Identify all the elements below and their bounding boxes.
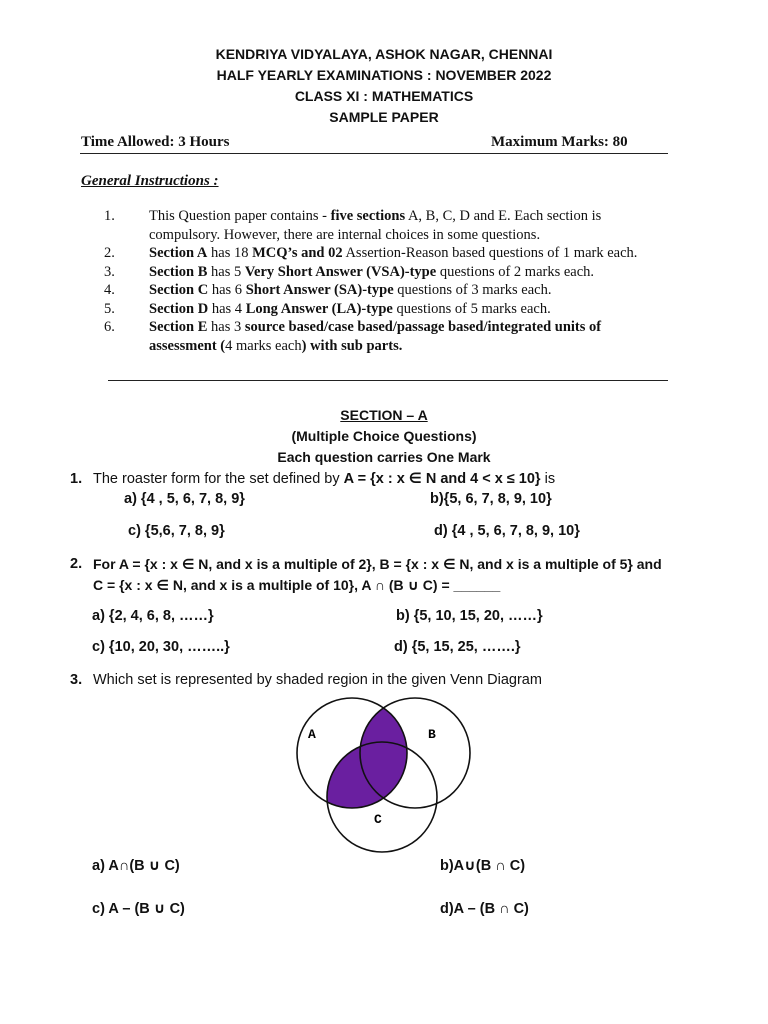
question-text: Which set is represented by shaded region in the given Venn Diagram	[93, 672, 542, 688]
question-text: The roaster form for the set defined by A = {x : x ∈ N and 4 < x ≤ 10} is	[93, 471, 556, 487]
instruction-number: 6.	[104, 319, 115, 335]
q2-option-c: c) {10, 20, 30, ……..}	[92, 639, 230, 655]
q1-option-b: b){5, 6, 7, 8, 9, 10}	[430, 491, 552, 507]
q2-option-b: b) {5, 10, 15, 20, ……}	[396, 608, 543, 624]
instruction-item	[0, 244, 768, 263]
q3-option-c: c) A – (B ∪ C)	[92, 901, 185, 917]
q3-option-b: b)A∪(B ∩ C)	[440, 858, 526, 874]
header-divider	[80, 153, 668, 154]
school-name: KENDRIYA VIDYALAYA, ASHOK NAGAR, CHENNAI	[215, 46, 553, 62]
paper-type: SAMPLE PAPER	[329, 109, 439, 125]
instruction-text: Section A has 18 MCQ’s and 02 Assertion-Reason based questions of 1 mark each.	[149, 245, 638, 261]
q2-option-d: d) {5, 15, 25, …….}	[394, 639, 521, 655]
instruction-number: 2.	[104, 245, 115, 261]
q1-option-d: d) {4 , 5, 6, 7, 8, 9, 10}	[434, 523, 580, 539]
instruction-text: Section C has 6 Short Answer (SA)-type questions of 3 marks each.	[149, 282, 552, 298]
instruction-number: 1.	[104, 208, 115, 224]
maximum-marks: Maximum Marks: 80	[491, 134, 628, 150]
q1-option-a: a) {4 , 5, 6, 7, 8, 9}	[124, 491, 245, 507]
q3-option-d: d)A – (B ∩ C)	[440, 901, 529, 917]
question-1	[0, 469, 768, 491]
section-subtitle: (Multiple Choice Questions)	[291, 428, 477, 444]
instruction-item	[0, 207, 768, 244]
exam-title: HALF YEARLY EXAMINATIONS : NOVEMBER 2022	[216, 67, 552, 83]
q3-option-a: a) A∩(B ∪ C)	[92, 858, 180, 874]
instruction-text: This Question paper contains - five sections A, B, C, D and E. Each section is compulsory. However, there are internal choices in some questions.	[149, 208, 602, 243]
instruction-text: Section B has 5 Very Short Answer (VSA)-type questions of 2 marks each.	[149, 263, 595, 280]
question-number: 1.	[70, 471, 83, 487]
label-c: C	[374, 812, 382, 827]
instruction-number: 4.	[104, 282, 115, 298]
instructions-list	[0, 207, 768, 355]
label-a: A	[308, 727, 316, 742]
section-title: SECTION – A	[340, 407, 428, 423]
class-subject: CLASS XI : MATHEMATICS	[294, 88, 474, 104]
question-number: 3.	[70, 672, 83, 688]
instruction-item	[0, 281, 768, 300]
instruction-text: Section D has 4 Long Answer (LA)-type questions of 5 marks each.	[149, 300, 551, 317]
instruction-item	[0, 300, 768, 319]
venn-diagram	[270, 695, 490, 855]
q2-option-a: a) {2, 4, 6, 8, ……}	[92, 608, 214, 624]
question-2	[0, 554, 768, 598]
instruction-item	[0, 318, 768, 355]
instructions-divider	[108, 380, 668, 381]
question-text: For A = {x : x ∈ N, and x is a multiple of 2}, B = {x : x ∈ N, and x is a multiple of 5} and C = {x : x ∈ N, and x is a multiple of 10}, A ∩ (B ∪ C) = ______	[93, 556, 662, 593]
label-b: B	[428, 727, 436, 742]
instruction-number: 3.	[104, 263, 115, 280]
question-3	[0, 670, 768, 692]
shaded-region	[327, 698, 470, 852]
time-allowed: Time Allowed: 3 Hours	[81, 134, 230, 150]
general-instructions-title: General Instructions :	[81, 173, 219, 189]
q1-option-c: c) {5,6, 7, 8, 9}	[128, 523, 225, 539]
section-marks-note: Each question carries One Mark	[277, 449, 491, 465]
question-number: 2.	[70, 556, 83, 572]
instruction-number: 5.	[104, 300, 115, 317]
instruction-text: Section E has 3 source based/case based/passage based/integrated units of assessment (4 marks each) with sub parts.	[149, 319, 602, 354]
instruction-item	[0, 263, 768, 282]
